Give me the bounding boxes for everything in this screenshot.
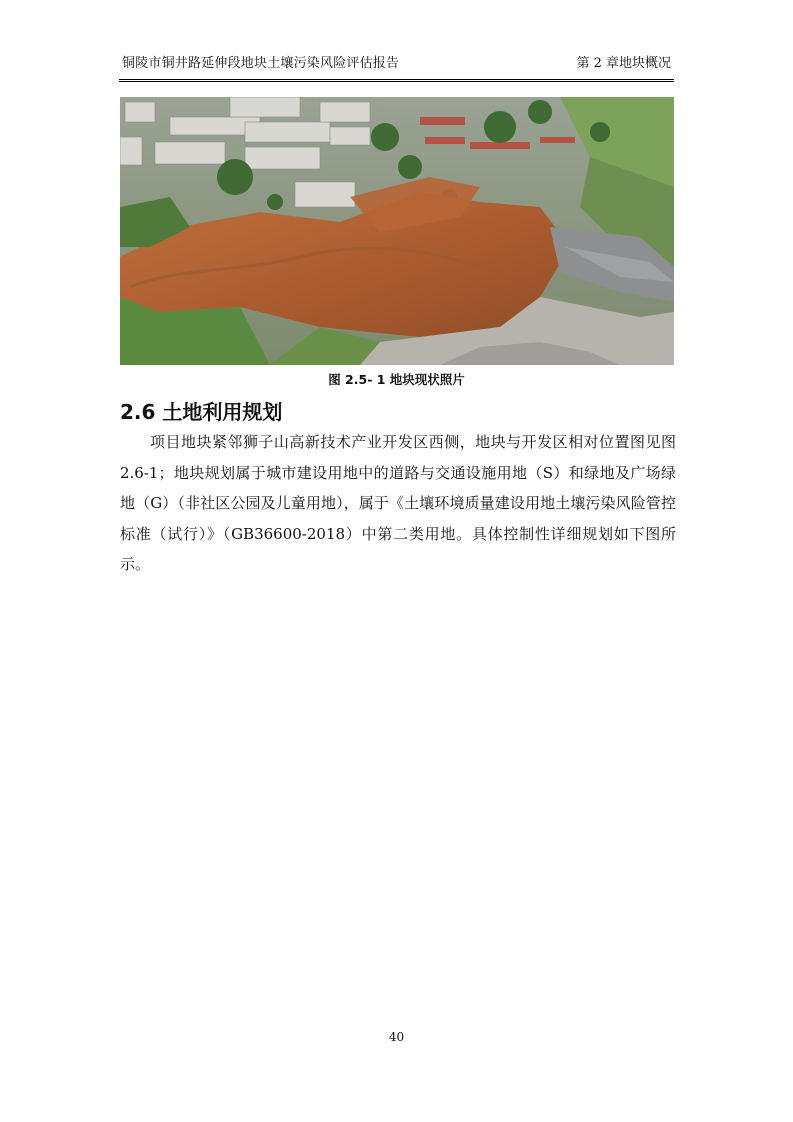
page-number: 40 [388, 1030, 405, 1044]
body-paragraph: 项目地块紧邻狮子山高新技术产业开发区西侧，地块与开发区相对位置图见图 2.6-1；地块规划属于城市建设用地中的道路与交通设施用地（S）和绿地及广场绿地（G）（非社区公园及儿童用地），属于《土壤环境质量建设用地土壤污染风险管控标准（试行）》（GB36600-2018）中第二类用地。具体控制性详细规划如下图所示。 [120, 433, 676, 573]
header-divider [119, 79, 674, 82]
site-aerial-photo [120, 97, 674, 365]
section-heading: 2.6 土地利用规划 [120, 400, 283, 424]
header-report-title: 铜陵市铜井路延伸段地块土壤污染风险评估报告 [122, 56, 400, 71]
figure-caption: 图 2.5- 1 地块现状照片 [328, 372, 465, 387]
header-chapter: 第 2 章地块概况 [576, 56, 671, 71]
